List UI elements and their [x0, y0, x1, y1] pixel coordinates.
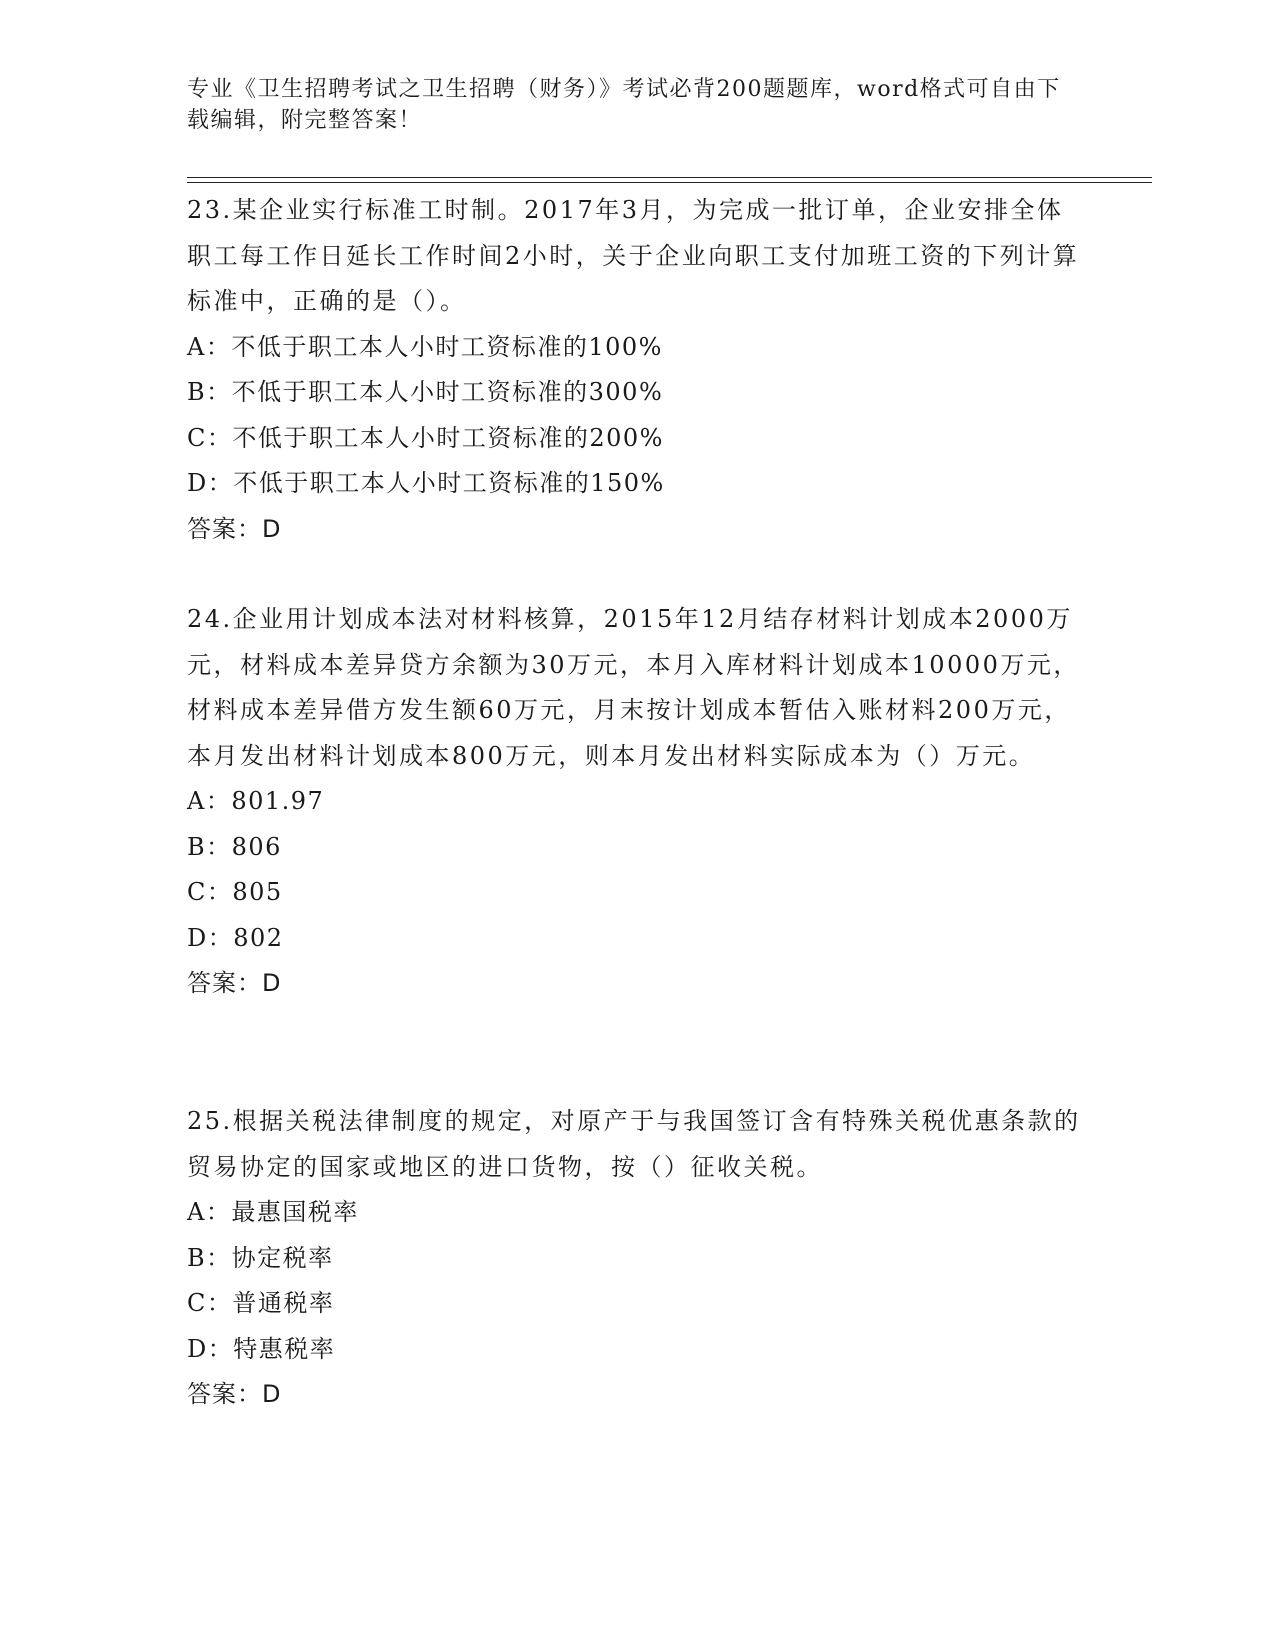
- answer-line: 答案：D: [187, 1380, 282, 1408]
- question-stem: 25.根据关税法律制度的规定，对原产于与我国签订含有特殊关税优惠条款的贸易协定的国家或地区的进口货物，按（）征收关税。: [187, 1107, 1081, 1181]
- header-divider-top: [187, 177, 1152, 178]
- option-c: C：普通税率: [187, 1289, 335, 1317]
- option-d: D：特惠税率: [187, 1334, 336, 1363]
- option-a: A：最惠国税率: [187, 1198, 359, 1226]
- question-stem: 23.某企业实行标准工时制。2017年3月，为完成一批订单，企业安排全体职工每工作日延长工作时间2小时，关于企业向职工支付加班工资的下列计算标准中，正确的是（）。: [187, 196, 1080, 315]
- option-d: D：不低于职工本人小时工资标准的150%: [187, 469, 665, 497]
- answer-line: 答案：D: [187, 514, 282, 543]
- question-24: [187, 597, 1087, 1007]
- option-c: C：不低于职工本人小时工资标准的200%: [187, 423, 664, 452]
- option-d: D：802: [187, 923, 284, 952]
- option-a: A：不低于职工本人小时工资标准的100%: [187, 332, 663, 361]
- question-stem: 24.企业用计划成本法对材料核算，2015年12月结存材料计划成本2000万元，材料成本差异贷方余额为30万元，本月入库材料计划成本10000万元，材料成本差异借方发生额60万元，月末按计划成本暂估入账材料200万元，本月发出材料计划成本800万元，则本月发出材料实际成本为（）万元。: [187, 605, 1080, 770]
- option-b: B：协定税率: [187, 1243, 334, 1272]
- document-header: 专业《卫生招聘考试之卫生招聘（财务）》考试必背200题题库，word格式可自由下载编辑，附完整答案！: [187, 77, 1061, 133]
- question-23: [187, 188, 1087, 552]
- option-c: C：805: [187, 878, 283, 906]
- option-b: B：806: [187, 832, 282, 861]
- option-a: A：801.97: [187, 787, 325, 815]
- header-divider-bottom: [187, 182, 1152, 183]
- answer-line: 答案：D: [187, 969, 282, 997]
- option-b: B：不低于职工本人小时工资标准的300%: [187, 378, 664, 406]
- question-25: [187, 1099, 1087, 1418]
